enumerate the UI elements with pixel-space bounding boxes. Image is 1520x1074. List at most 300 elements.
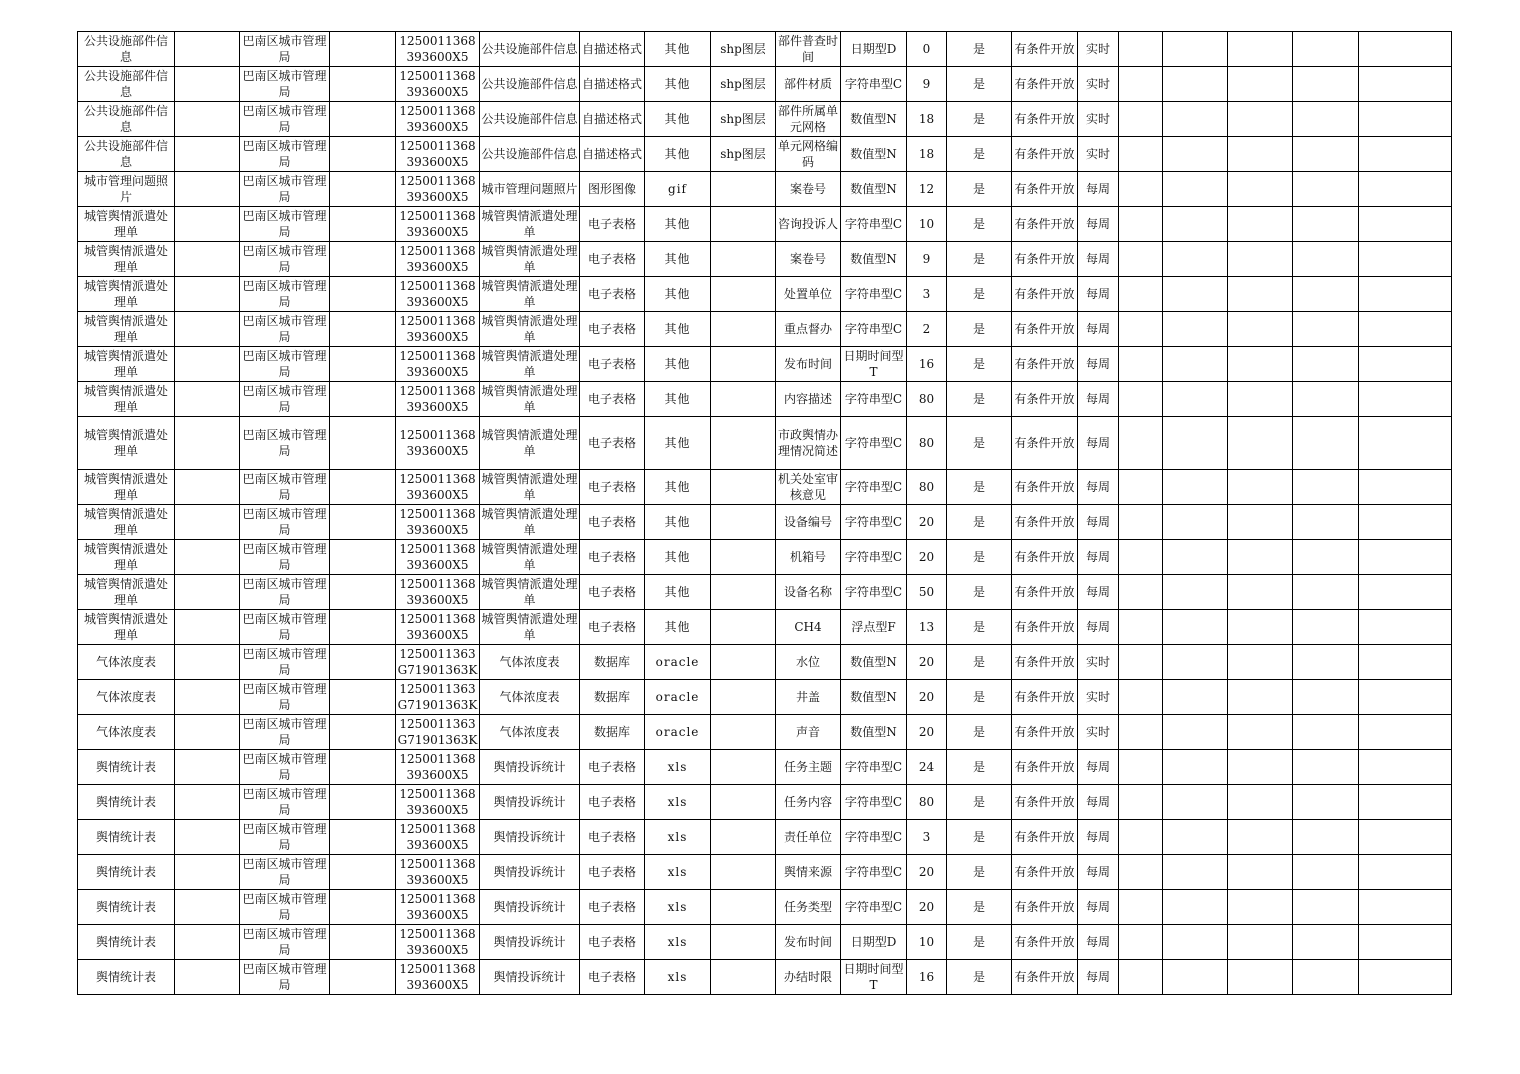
format-cell: 电子表格 (580, 750, 645, 785)
blank-cell-a (175, 855, 240, 890)
subformat-cell: 其他 (645, 505, 711, 540)
subformat-cell: 其他 (645, 137, 711, 172)
data-type-cell: 字符串型C (841, 540, 907, 575)
resource-title-cell: 气体浓度表 (480, 645, 580, 680)
blank-cell-a (175, 102, 240, 137)
blank-cell-b (330, 785, 396, 820)
data-type-cell: 字符串型C (841, 505, 907, 540)
length-cell: 80 (907, 785, 947, 820)
subformat-cell: 其他 (645, 470, 711, 505)
length-cell: 16 (907, 347, 947, 382)
empty-cell (1359, 960, 1452, 995)
update-frequency-cell: 每周 (1078, 890, 1119, 925)
empty-cell (1359, 242, 1452, 277)
blank-cell-b (330, 925, 396, 960)
data-item-cell: 机箱号 (776, 540, 841, 575)
empty-cell (1163, 417, 1228, 470)
department-cell: 巴南区城市管理局 (240, 855, 330, 890)
department-cell: 巴南区城市管理局 (240, 540, 330, 575)
length-cell: 12 (907, 172, 947, 207)
data-item-cell: 设备编号 (776, 505, 841, 540)
blank-cell-b (330, 575, 396, 610)
open-type-cell: 有条件开放 (1012, 137, 1078, 172)
resource-title-cell: 气体浓度表 (480, 715, 580, 750)
table-row (78, 925, 1452, 960)
empty-cell (1228, 540, 1293, 575)
empty-cell (1119, 312, 1163, 347)
subformat-cell: 其他 (645, 102, 711, 137)
subformat-cell: oracle (645, 715, 711, 750)
format-cell: 自描述格式 (580, 102, 645, 137)
resource-name-cell: 气体浓度表 (78, 645, 175, 680)
data-item-cell: 部件普查时间 (776, 32, 841, 67)
empty-cell (1359, 890, 1452, 925)
subformat-cell: xls (645, 925, 711, 960)
format-cell: 电子表格 (580, 505, 645, 540)
layer-cell (711, 960, 776, 995)
empty-cell (1119, 785, 1163, 820)
blank-cell-a (175, 645, 240, 680)
layer-cell (711, 645, 776, 680)
empty-cell (1119, 470, 1163, 505)
empty-cell (1163, 505, 1228, 540)
empty-cell (1228, 715, 1293, 750)
resource-title-cell: 城管舆情派遣处理单 (480, 382, 580, 417)
required-cell: 是 (947, 890, 1012, 925)
subformat-cell: xls (645, 785, 711, 820)
empty-cell (1359, 750, 1452, 785)
table-row (78, 207, 1452, 242)
blank-cell-b (330, 242, 396, 277)
open-type-cell: 有条件开放 (1012, 645, 1078, 680)
empty-cell (1119, 540, 1163, 575)
empty-cell (1163, 680, 1228, 715)
empty-cell (1119, 347, 1163, 382)
empty-cell (1163, 102, 1228, 137)
empty-cell (1293, 470, 1359, 505)
blank-cell-a (175, 925, 240, 960)
length-cell: 20 (907, 715, 947, 750)
resource-title-cell: 舆情投诉统计 (480, 820, 580, 855)
empty-cell (1119, 505, 1163, 540)
layer-cell (711, 277, 776, 312)
subformat-cell: 其他 (645, 32, 711, 67)
blank-cell-a (175, 382, 240, 417)
open-type-cell: 有条件开放 (1012, 855, 1078, 890)
empty-cell (1359, 137, 1452, 172)
data-type-cell: 字符串型C (841, 207, 907, 242)
open-type-cell: 有条件开放 (1012, 207, 1078, 242)
table-row (78, 750, 1452, 785)
resource-name-cell: 舆情统计表 (78, 925, 175, 960)
resource-name-cell: 舆情统计表 (78, 820, 175, 855)
empty-cell (1163, 540, 1228, 575)
empty-cell (1359, 610, 1452, 645)
data-item-cell: 任务内容 (776, 785, 841, 820)
resource-name-cell: 城管舆情派遣处理单 (78, 277, 175, 312)
empty-cell (1163, 347, 1228, 382)
open-type-cell: 有条件开放 (1012, 102, 1078, 137)
empty-cell (1119, 575, 1163, 610)
data-item-cell: 市政舆情办理情况简述 (776, 417, 841, 470)
empty-cell (1119, 172, 1163, 207)
required-cell: 是 (947, 785, 1012, 820)
empty-cell (1293, 645, 1359, 680)
data-item-cell: 井盖 (776, 680, 841, 715)
resource-name-cell: 城管舆情派遣处理单 (78, 610, 175, 645)
empty-cell (1359, 347, 1452, 382)
length-cell: 2 (907, 312, 947, 347)
empty-cell (1163, 960, 1228, 995)
blank-cell-a (175, 242, 240, 277)
data-type-cell: 数值型N (841, 172, 907, 207)
length-cell: 13 (907, 610, 947, 645)
update-frequency-cell: 实时 (1078, 645, 1119, 680)
required-cell: 是 (947, 505, 1012, 540)
table-row (78, 680, 1452, 715)
empty-cell (1293, 102, 1359, 137)
table-row (78, 312, 1452, 347)
blank-cell-b (330, 855, 396, 890)
resource-name-cell: 公共设施部件信息 (78, 32, 175, 67)
empty-cell (1163, 207, 1228, 242)
empty-cell (1163, 715, 1228, 750)
empty-cell (1228, 207, 1293, 242)
data-item-cell: 单元网格编码 (776, 137, 841, 172)
empty-cell (1119, 32, 1163, 67)
required-cell: 是 (947, 470, 1012, 505)
length-cell: 20 (907, 645, 947, 680)
resource-title-cell: 城管舆情派遣处理单 (480, 610, 580, 645)
empty-cell (1163, 137, 1228, 172)
blank-cell-a (175, 750, 240, 785)
credit-code-cell: 1250011363G71901363K (396, 680, 480, 715)
format-cell: 电子表格 (580, 207, 645, 242)
update-frequency-cell: 实时 (1078, 67, 1119, 102)
empty-cell (1359, 575, 1452, 610)
empty-cell (1293, 610, 1359, 645)
format-cell: 电子表格 (580, 277, 645, 312)
empty-cell (1293, 172, 1359, 207)
table-row (78, 715, 1452, 750)
blank-cell-b (330, 312, 396, 347)
department-cell: 巴南区城市管理局 (240, 960, 330, 995)
table-row (78, 242, 1452, 277)
data-type-cell: 字符串型C (841, 890, 907, 925)
blank-cell-a (175, 417, 240, 470)
update-frequency-cell: 每周 (1078, 925, 1119, 960)
data-type-cell: 字符串型C (841, 470, 907, 505)
credit-code-cell: 1250011368393600X5 (396, 312, 480, 347)
update-frequency-cell: 每周 (1078, 417, 1119, 470)
data-item-cell: 部件材质 (776, 67, 841, 102)
format-cell: 电子表格 (580, 575, 645, 610)
layer-cell (711, 242, 776, 277)
blank-cell-b (330, 470, 396, 505)
credit-code-cell: 1250011368393600X5 (396, 575, 480, 610)
data-type-cell: 数值型N (841, 137, 907, 172)
format-cell: 电子表格 (580, 312, 645, 347)
layer-cell (711, 347, 776, 382)
required-cell: 是 (947, 347, 1012, 382)
subformat-cell: xls (645, 890, 711, 925)
credit-code-cell: 1250011368393600X5 (396, 750, 480, 785)
data-item-cell: 内容描述 (776, 382, 841, 417)
empty-cell (1359, 417, 1452, 470)
table-row (78, 137, 1452, 172)
length-cell: 9 (907, 67, 947, 102)
data-type-cell: 字符串型C (841, 575, 907, 610)
empty-cell (1359, 277, 1452, 312)
resource-name-cell: 城管舆情派遣处理单 (78, 207, 175, 242)
blank-cell-b (330, 820, 396, 855)
data-item-cell: 部件所属单元网格 (776, 102, 841, 137)
resource-title-cell: 舆情投诉统计 (480, 855, 580, 890)
empty-cell (1228, 242, 1293, 277)
credit-code-cell: 1250011368393600X5 (396, 540, 480, 575)
update-frequency-cell: 每周 (1078, 820, 1119, 855)
empty-cell (1228, 645, 1293, 680)
blank-cell-b (330, 610, 396, 645)
table-row (78, 645, 1452, 680)
empty-cell (1119, 925, 1163, 960)
empty-cell (1293, 242, 1359, 277)
empty-cell (1228, 312, 1293, 347)
empty-cell (1359, 820, 1452, 855)
empty-cell (1163, 382, 1228, 417)
credit-code-cell: 1250011368393600X5 (396, 820, 480, 855)
open-type-cell: 有条件开放 (1012, 785, 1078, 820)
empty-cell (1359, 680, 1452, 715)
required-cell: 是 (947, 382, 1012, 417)
empty-cell (1163, 785, 1228, 820)
empty-cell (1163, 242, 1228, 277)
empty-cell (1163, 277, 1228, 312)
resource-name-cell: 城管舆情派遣处理单 (78, 505, 175, 540)
blank-cell-a (175, 172, 240, 207)
format-cell: 电子表格 (580, 347, 645, 382)
data-type-cell: 数值型N (841, 645, 907, 680)
table-row (78, 890, 1452, 925)
credit-code-cell: 1250011368393600X5 (396, 32, 480, 67)
format-cell: 电子表格 (580, 820, 645, 855)
empty-cell (1228, 785, 1293, 820)
subformat-cell: 其他 (645, 277, 711, 312)
empty-cell (1119, 137, 1163, 172)
empty-cell (1163, 312, 1228, 347)
table-body (78, 32, 1452, 995)
update-frequency-cell: 实时 (1078, 102, 1119, 137)
empty-cell (1228, 417, 1293, 470)
empty-cell (1228, 680, 1293, 715)
length-cell: 10 (907, 207, 947, 242)
subformat-cell: gif (645, 172, 711, 207)
empty-cell (1119, 715, 1163, 750)
subformat-cell: 其他 (645, 312, 711, 347)
empty-cell (1359, 785, 1452, 820)
layer-cell (711, 505, 776, 540)
subformat-cell: oracle (645, 645, 711, 680)
empty-cell (1119, 645, 1163, 680)
credit-code-cell: 1250011368393600X5 (396, 242, 480, 277)
subformat-cell: 其他 (645, 610, 711, 645)
update-frequency-cell: 每周 (1078, 540, 1119, 575)
empty-cell (1359, 715, 1452, 750)
empty-cell (1359, 925, 1452, 960)
department-cell: 巴南区城市管理局 (240, 277, 330, 312)
format-cell: 自描述格式 (580, 32, 645, 67)
credit-code-cell: 1250011368393600X5 (396, 610, 480, 645)
resource-name-cell: 城管舆情派遣处理单 (78, 540, 175, 575)
data-type-cell: 字符串型C (841, 382, 907, 417)
required-cell: 是 (947, 960, 1012, 995)
credit-code-cell: 1250011368393600X5 (396, 207, 480, 242)
layer-cell (711, 207, 776, 242)
resource-name-cell: 公共设施部件信息 (78, 137, 175, 172)
data-item-cell: 任务主题 (776, 750, 841, 785)
blank-cell-b (330, 505, 396, 540)
empty-cell (1293, 67, 1359, 102)
format-cell: 电子表格 (580, 540, 645, 575)
department-cell: 巴南区城市管理局 (240, 347, 330, 382)
department-cell: 巴南区城市管理局 (240, 417, 330, 470)
table-row (78, 855, 1452, 890)
resource-title-cell: 舆情投诉统计 (480, 785, 580, 820)
data-item-cell: 发布时间 (776, 925, 841, 960)
data-type-cell: 字符串型C (841, 750, 907, 785)
update-frequency-cell: 实时 (1078, 715, 1119, 750)
open-type-cell: 有条件开放 (1012, 960, 1078, 995)
data-type-cell: 字符串型C (841, 277, 907, 312)
update-frequency-cell: 每周 (1078, 312, 1119, 347)
subformat-cell: 其他 (645, 417, 711, 470)
blank-cell-a (175, 610, 240, 645)
length-cell: 80 (907, 417, 947, 470)
table-row (78, 575, 1452, 610)
required-cell: 是 (947, 137, 1012, 172)
update-frequency-cell: 每周 (1078, 172, 1119, 207)
resource-name-cell: 城管舆情派遣处理单 (78, 312, 175, 347)
length-cell: 16 (907, 960, 947, 995)
data-type-cell: 数值型N (841, 715, 907, 750)
blank-cell-b (330, 172, 396, 207)
empty-cell (1359, 32, 1452, 67)
update-frequency-cell: 每周 (1078, 242, 1119, 277)
length-cell: 20 (907, 890, 947, 925)
open-type-cell: 有条件开放 (1012, 925, 1078, 960)
empty-cell (1293, 137, 1359, 172)
required-cell: 是 (947, 32, 1012, 67)
empty-cell (1293, 715, 1359, 750)
data-type-cell: 字符串型C (841, 312, 907, 347)
empty-cell (1359, 102, 1452, 137)
required-cell: 是 (947, 277, 1012, 312)
resource-name-cell: 城管舆情派遣处理单 (78, 347, 175, 382)
resource-title-cell: 城市管理问题照片 (480, 172, 580, 207)
open-type-cell: 有条件开放 (1012, 277, 1078, 312)
credit-code-cell: 1250011368393600X5 (396, 347, 480, 382)
data-item-cell: 重点督办 (776, 312, 841, 347)
empty-cell (1119, 890, 1163, 925)
department-cell: 巴南区城市管理局 (240, 32, 330, 67)
update-frequency-cell: 每周 (1078, 750, 1119, 785)
empty-cell (1359, 382, 1452, 417)
blank-cell-a (175, 785, 240, 820)
spreadsheet-sheet (77, 31, 1452, 995)
credit-code-cell: 1250011368393600X5 (396, 172, 480, 207)
data-item-cell: 任务类型 (776, 890, 841, 925)
credit-code-cell: 1250011368393600X5 (396, 925, 480, 960)
data-type-cell: 日期时间型T (841, 347, 907, 382)
empty-cell (1163, 32, 1228, 67)
resource-title-cell: 城管舆情派遣处理单 (480, 417, 580, 470)
table-row (78, 470, 1452, 505)
required-cell: 是 (947, 67, 1012, 102)
required-cell: 是 (947, 312, 1012, 347)
subformat-cell: 其他 (645, 575, 711, 610)
empty-cell (1228, 925, 1293, 960)
department-cell: 巴南区城市管理局 (240, 312, 330, 347)
empty-cell (1228, 470, 1293, 505)
layer-cell (711, 855, 776, 890)
data-item-cell: 办结时限 (776, 960, 841, 995)
data-item-cell: 发布时间 (776, 347, 841, 382)
data-type-cell: 浮点型F (841, 610, 907, 645)
update-frequency-cell: 每周 (1078, 855, 1119, 890)
layer-cell: shp图层 (711, 32, 776, 67)
empty-cell (1119, 207, 1163, 242)
open-type-cell: 有条件开放 (1012, 67, 1078, 102)
subformat-cell: 其他 (645, 382, 711, 417)
format-cell: 电子表格 (580, 382, 645, 417)
blank-cell-a (175, 680, 240, 715)
resource-title-cell: 公共设施部件信息 (480, 137, 580, 172)
empty-cell (1163, 67, 1228, 102)
department-cell: 巴南区城市管理局 (240, 102, 330, 137)
update-frequency-cell: 每周 (1078, 960, 1119, 995)
blank-cell-a (175, 960, 240, 995)
required-cell: 是 (947, 715, 1012, 750)
blank-cell-a (175, 890, 240, 925)
resource-name-cell: 舆情统计表 (78, 750, 175, 785)
credit-code-cell: 1250011368393600X5 (396, 855, 480, 890)
update-frequency-cell: 实时 (1078, 680, 1119, 715)
empty-cell (1163, 855, 1228, 890)
length-cell: 24 (907, 750, 947, 785)
resource-title-cell: 城管舆情派遣处理单 (480, 505, 580, 540)
required-cell: 是 (947, 750, 1012, 785)
table-row (78, 277, 1452, 312)
table-row (78, 347, 1452, 382)
credit-code-cell: 1250011368393600X5 (396, 785, 480, 820)
format-cell: 电子表格 (580, 610, 645, 645)
layer-cell (711, 715, 776, 750)
empty-cell (1228, 505, 1293, 540)
blank-cell-a (175, 470, 240, 505)
table-row (78, 172, 1452, 207)
layer-cell (711, 417, 776, 470)
credit-code-cell: 1250011368393600X5 (396, 417, 480, 470)
empty-cell (1163, 645, 1228, 680)
resource-name-cell: 城管舆情派遣处理单 (78, 470, 175, 505)
blank-cell-b (330, 67, 396, 102)
blank-cell-a (175, 715, 240, 750)
update-frequency-cell: 每周 (1078, 277, 1119, 312)
data-item-cell: 咨询投诉人 (776, 207, 841, 242)
subformat-cell: xls (645, 750, 711, 785)
blank-cell-b (330, 102, 396, 137)
resource-name-cell: 城管舆情派遣处理单 (78, 575, 175, 610)
